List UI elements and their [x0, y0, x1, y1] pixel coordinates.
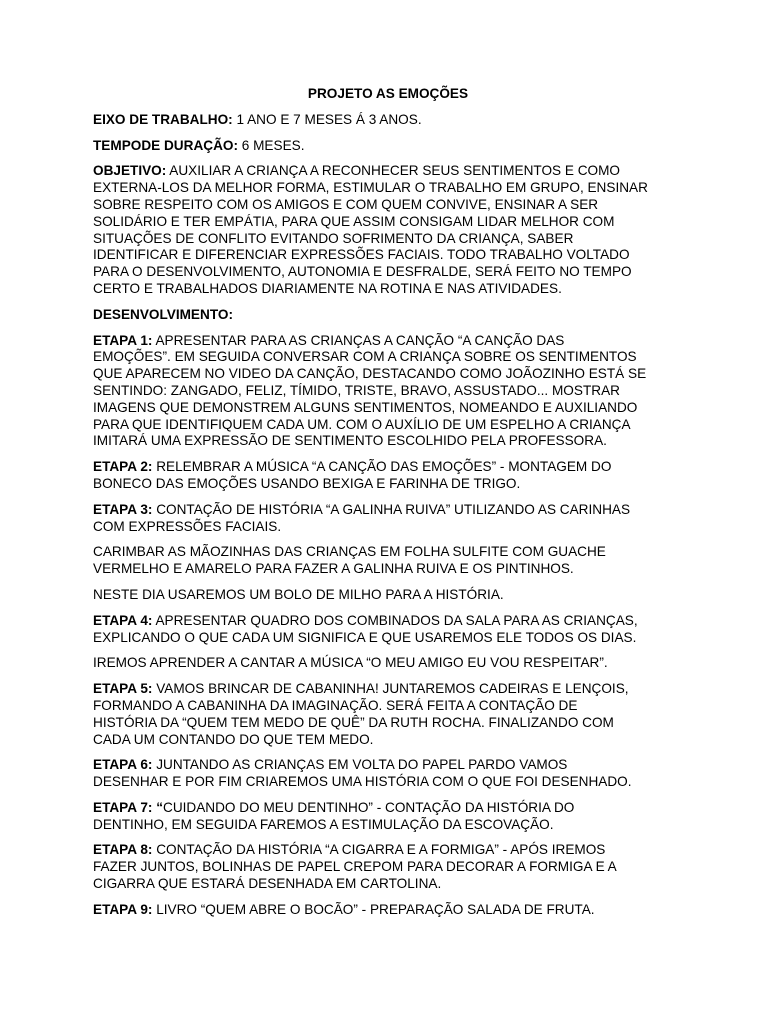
etapa2-line: RELEMBRAR A MÚSICA “A CANÇÃO DAS EMOÇÕES” - MONTAGEM DO — [152, 459, 612, 475]
objetivo-line: IDENTIFICAR E DIFERENCIAR EXPRESSÕES FACIAIS. TODO TRABALHO VOLTADO — [93, 247, 630, 263]
etapa8-label: ETAPA 8: — [93, 842, 153, 858]
document-page — [93, 86, 683, 928]
etapa6-label: ETAPA 6: — [93, 757, 153, 773]
objetivo-line: CERTO E TRABALHADOS DIARIAMENTE NA ROTINA E NAS ATIVIDADES. — [93, 280, 562, 296]
etapa4-label: ETAPA 4: — [93, 612, 153, 628]
etapa1-paragraph — [93, 333, 683, 451]
etapa4-line: EXPLICANDO O QUE CADA UM SIGNIFICA E QUE USAREMOS ELE TODOS OS DIAS. — [93, 629, 637, 645]
eixo-text: 1 ANO E 7 MESES Á 3 ANOS. — [232, 111, 422, 127]
etapa4-paragraph — [93, 613, 683, 647]
bolo-paragraph — [93, 587, 683, 604]
etapa1-line: QUE APARECEM NO VIDEO DA CANÇÃO, DESTACANDO COMO JOÃOZINHO ESTÁ SE — [93, 366, 647, 382]
etapa8-line: FAZER JUNTOS, BOLINHAS DE PAPEL CREPOM PARA DECORAR A FORMIGA E A — [93, 859, 617, 875]
etapa8-line: CONTAÇÃO DA HISTÓRIA “A CIGARRA E A FORMIGA” - APÓS IREMOS — [152, 842, 606, 858]
etapa1-line: EMOÇÕES”. EM SEGUIDA CONVERSAR COM A CRIANÇA SOBRE OS SENTIMENTOS — [93, 349, 637, 365]
etapa2-line: BONECO DAS EMOÇÕES USANDO BEXIGA E FARINHA DE TRIGO. — [93, 475, 521, 491]
etapa2-label: ETAPA 2: — [93, 459, 153, 475]
eixo-paragraph — [93, 112, 683, 129]
objetivo-line: EXTERNA-LOS DA MELHOR FORMA, ESTIMULAR O TRABALHO EM GRUPO, ENSINAR — [93, 180, 648, 196]
objetivo-line: SOBRE RESPEITO COM OS AMIGOS E COM QUEM CONVIVE, ENSINAR A SER — [93, 196, 599, 212]
carimbar-line: VERMELHO E AMARELO PARA FAZER A GALINHA RUIVA E OS PINTINHOS. — [93, 561, 574, 577]
etapa6-line: JUNTANDO AS CRIANÇAS EM VOLTA DO PAPEL PARDO VAMOS — [152, 757, 568, 773]
duracao-label: TEMPODE DURAÇÃO: — [93, 137, 238, 153]
objetivo-line: AUXILIAR A CRIANÇA A RECONHECER SEUS SENTIMENTOS E COMO — [166, 163, 621, 179]
etapa9-paragraph — [93, 902, 683, 919]
etapa5-label: ETAPA 5: — [93, 681, 153, 697]
etapa5-paragraph — [93, 681, 683, 748]
document-title: PROJETO AS EMOÇÕES — [307, 86, 469, 101]
desenvolvimento-heading: DESENVOLVIMENTO: — [93, 306, 233, 322]
etapa3-paragraph — [93, 502, 683, 536]
etapa7-line: CUIDANDO DO MEU DENTINHO” - CONTAÇÃO DA HISTÓRIA DO — [163, 799, 575, 815]
etapa7-label: ETAPA 7: “ — [93, 799, 163, 815]
objetivo-line: SITUAÇÕES DE CONFLITO EVITANDO SOFRIMENTO DA CRIANÇA, SABER — [93, 230, 574, 246]
objetivo-label: OBJETIVO: — [93, 163, 167, 179]
etapa3-label: ETAPA 3: — [93, 501, 153, 517]
duracao-text: 6 MESES. — [238, 137, 305, 153]
etapa5-line: HISTÓRIA DA “QUEM TEM MEDO DE QUÊ” DA RUTH ROCHA. FINALIZANDO COM — [93, 714, 614, 730]
objetivo-line: PARA O DESENVOLVIMENTO, AUTONOMIA E DESFRALDE, SERÁ FEITO NO TEMPO — [93, 264, 632, 280]
etapa1-line: IMAGENS QUE DEMONSTREM ALGUNS SENTIMENTOS, NOMEANDO E AUXILIANDO — [93, 399, 638, 415]
etapa3-line: CONTAÇÃO DE HISTÓRIA “A GALINHA RUIVA” UTILIZANDO AS CARINHAS — [152, 501, 631, 517]
etapa5-line: FORMANDO A CABANINHA DA IMAGINAÇÃO. SERÁ FEITA A CONTAÇÃO DE — [93, 697, 578, 713]
etapa8-paragraph — [93, 842, 683, 892]
etapa9-line: LIVRO “QUEM ABRE O BOCÃO” - PREPARAÇÃO SALADA DE FRUTA. — [152, 901, 595, 917]
etapa8-line: CIGARRA QUE ESTARÁ DESENHADA EM CARTOLINA. — [93, 876, 442, 892]
etapa3-line: COM EXPRESSÕES FACIAIS. — [93, 518, 282, 534]
carimbar-line: CARIMBAR AS MÃOZINHAS DAS CRIANÇAS EM FOLHA SULFITE COM GUACHE — [93, 544, 606, 560]
etapa1-line: IMITARÁ UMA EXPRESSÃO DE SENTIMENTO ESCOLHIDO PELA PROFESSORA. — [93, 433, 607, 449]
etapa2-paragraph — [93, 459, 683, 493]
duracao-paragraph — [93, 138, 683, 155]
etapa1-label: ETAPA 1: — [93, 332, 153, 348]
objetivo-line: SOLIDÁRIO E TER EMPÁTIA, PARA QUE ASSIM CONSIGAM LIDAR MELHOR COM — [93, 213, 615, 229]
iremos-paragraph — [93, 655, 683, 672]
carimbar-paragraph — [93, 544, 683, 578]
etapa9-label: ETAPA 9: — [93, 901, 153, 917]
bolo-line: NESTE DIA USAREMOS UM BOLO DE MILHO PARA A HISTÓRIA. — [93, 586, 504, 602]
etapa1-line: PARA QUE IDENTIFIQUEM CADA UM. COM O AUXÍLIO DE UM ESPELHO A CRIANÇA — [93, 416, 631, 432]
etapa4-line: APRESENTAR QUADRO DOS COMBINADOS DA SALA PARA AS CRIANÇAS, — [152, 612, 638, 628]
etapa1-line: SENTINDO: ZANGADO, FELIZ, TÍMIDO, TRISTE, BRAVO, ASSUSTADO... MOSTRAR — [93, 382, 620, 398]
iremos-line: IREMOS APRENDER A CANTAR A MÚSICA “O MEU AMIGO EU VOU RESPEITAR”. — [93, 655, 608, 671]
eixo-label: EIXO DE TRABALHO: — [93, 111, 233, 127]
etapa7-paragraph — [93, 800, 683, 834]
etapa5-line: CADA UM CONTANDO DO QUE TEM MEDO. — [93, 731, 374, 747]
etapa6-line: DESENHAR E POR FIM CRIAREMOS UMA HISTÓRIA COM O QUE FOI DESENHADO. — [93, 774, 632, 790]
etapa7-line: DENTINHO, EM SEGUIDA FAREMOS A ESTIMULAÇÃO DA ESCOVAÇÃO. — [93, 816, 554, 832]
etapa6-paragraph — [93, 757, 683, 791]
etapa1-line: APRESENTAR PARA AS CRIANÇAS A CANÇÃO “A CANÇÃO DAS — [152, 332, 565, 348]
etapa5-line: VAMOS BRINCAR DE CABANINHA! JUNTAREMOS CADEIRAS E LENÇOIS, — [152, 681, 629, 697]
objetivo-paragraph — [93, 163, 683, 297]
